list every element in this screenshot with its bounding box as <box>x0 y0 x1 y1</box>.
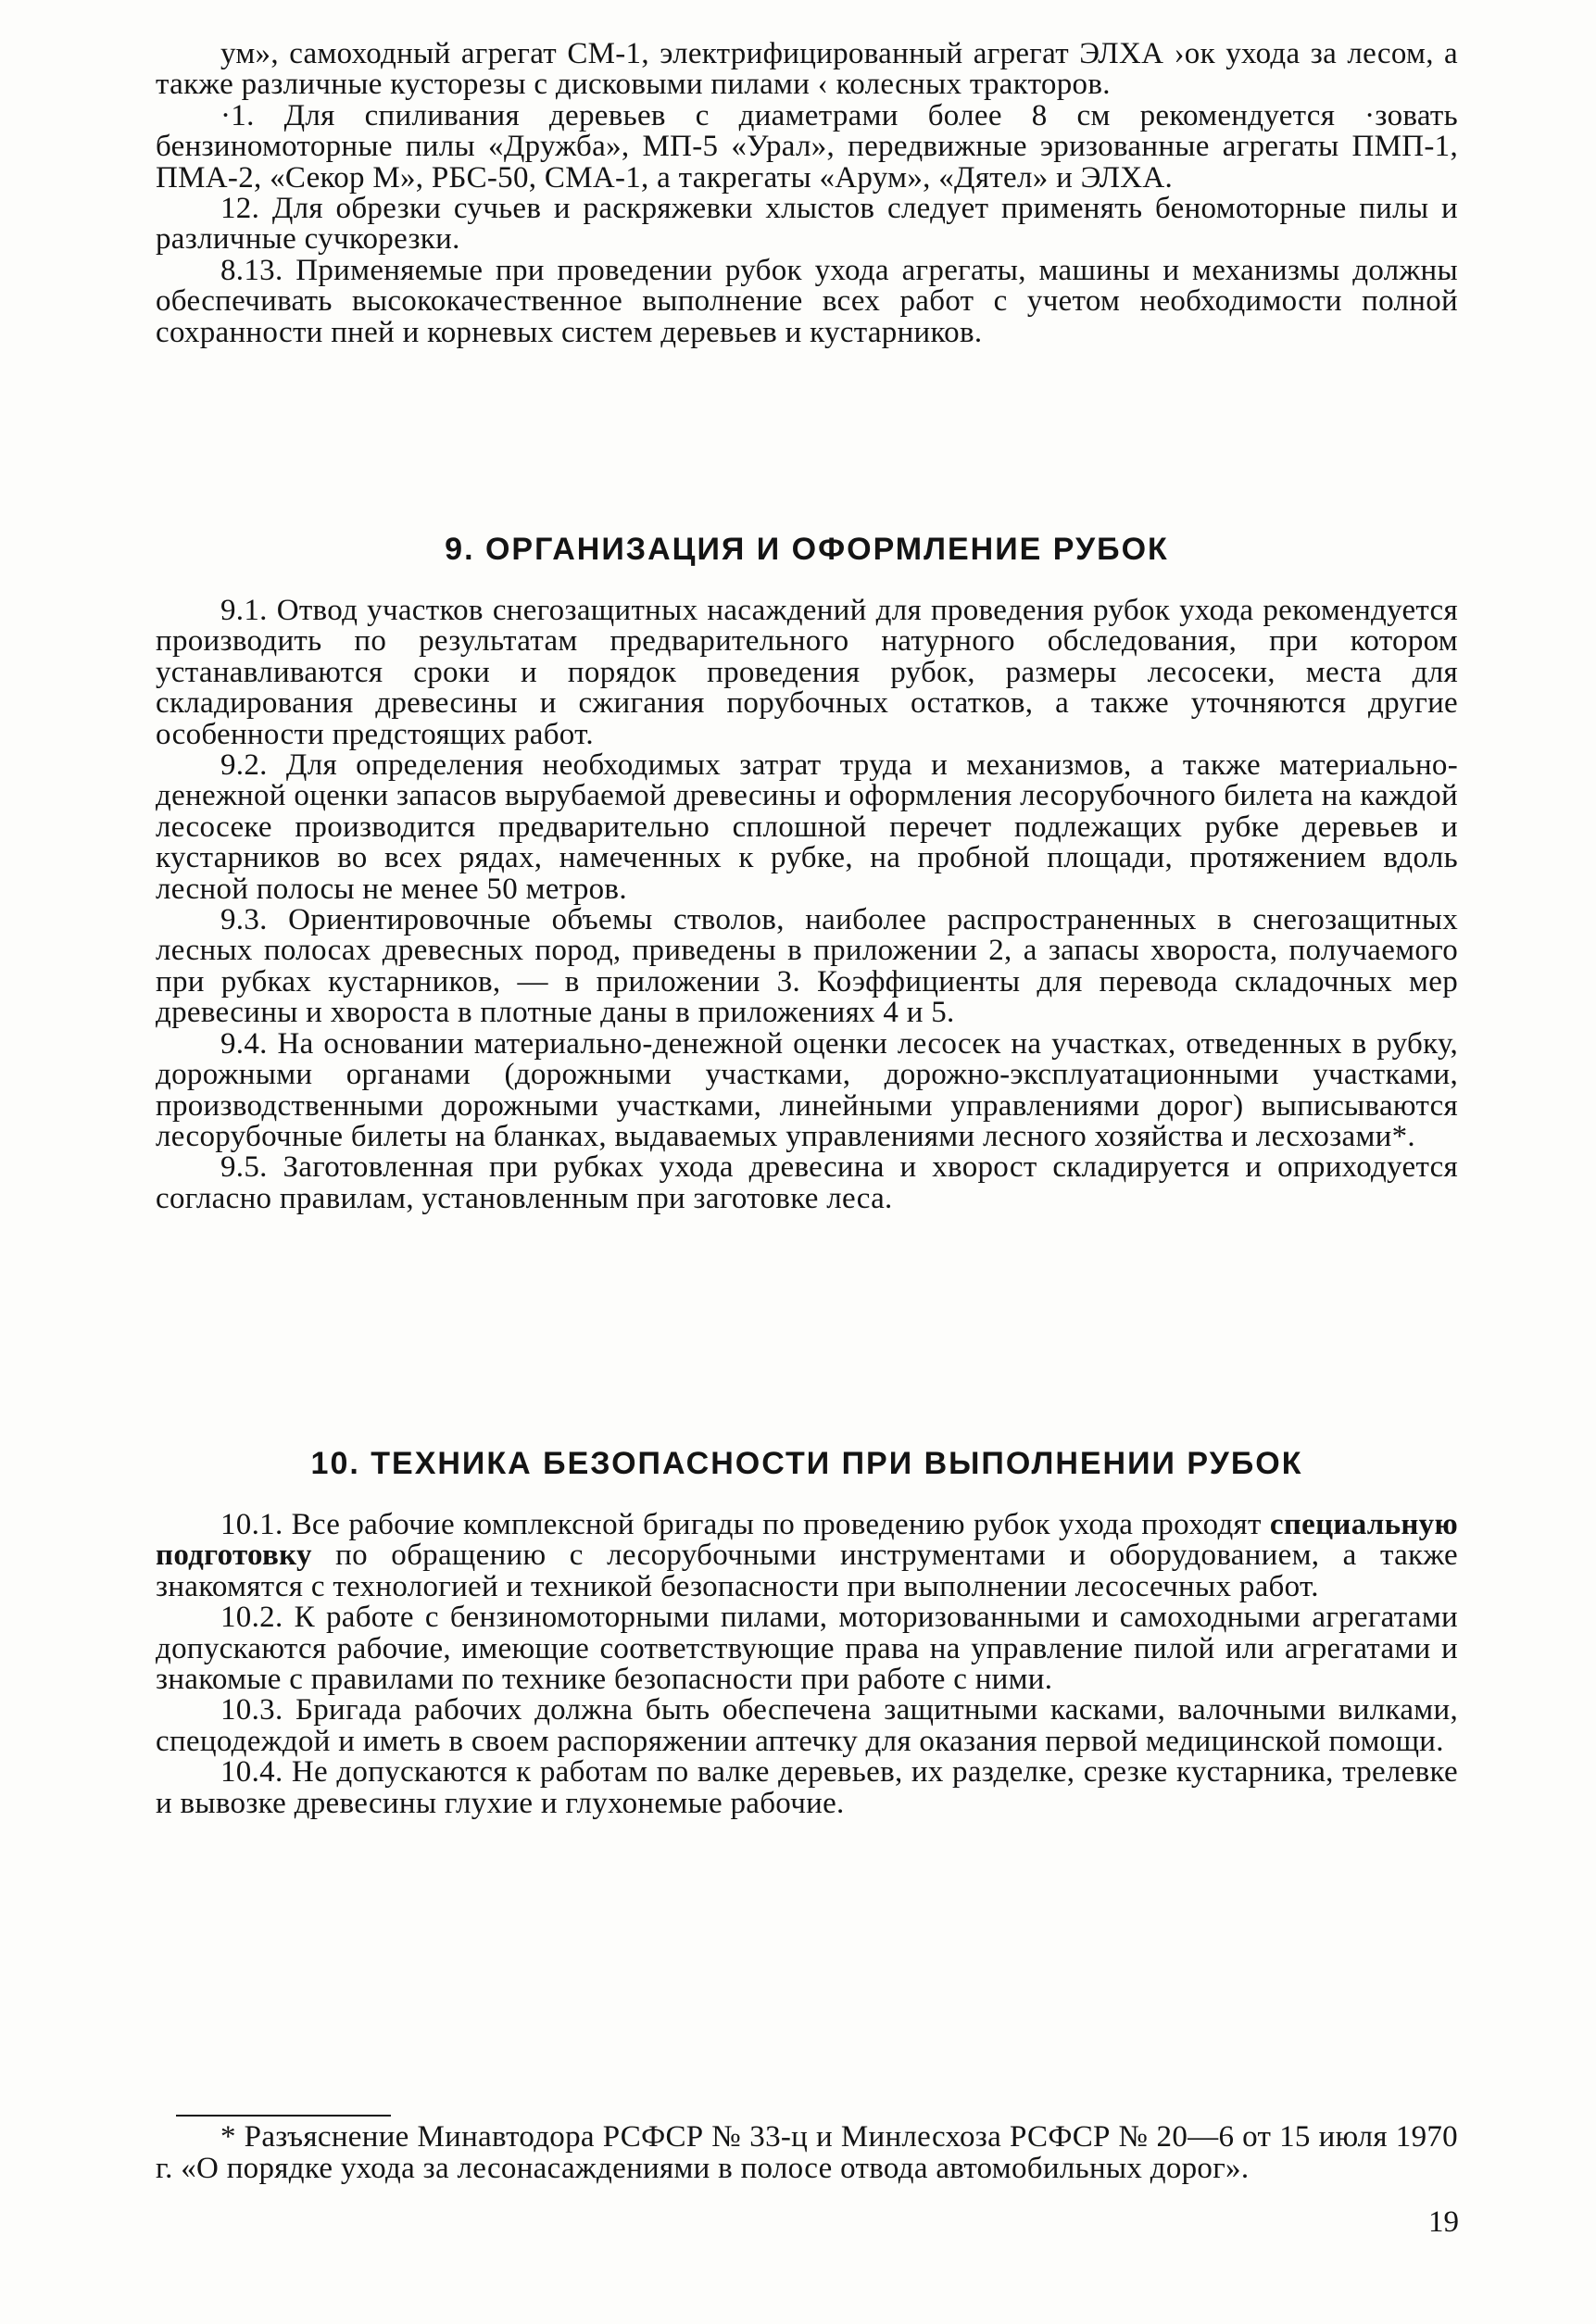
section-10-body <box>156 1510 1458 1819</box>
footnote-divider <box>176 2115 391 2117</box>
paragraph-10-1-emphasis: специальную подготовку <box>156 1508 1458 1573</box>
paragraph-8-12: 12. Для обрезки сучьев и раскряжевки хлыстов следует применять беномоторные пилы и различные сучкорезки. <box>156 192 1458 257</box>
paragraph-10-1 <box>156 1510 1458 1602</box>
paragraph-8-10-tail: ум», самоходный агрегат СМ-1, электрифицированный агрегат ЭЛХА ›ок ухода за лесом, а также различные кусторезы с дисковыми пилами ‹ колесных тракторов. <box>156 37 1458 102</box>
paragraph-8-13: 8.13. Применяемые при проведении рубок ухода агрегаты, машины и механизмы должны обеспечивать высококачественное выполнение всех работ с учетом необходимости полной сохранности пней и корневых систем деревьев и кустарников. <box>156 253 1458 349</box>
paragraph-9-4: 9.4. На основании материально-денежной оценки лесосек на участках, отведенных в рубку, дорожными органами (дорожными участками, дорожно-эксплуатационными участками, производственными дорожными участками, линейными управлениями дорог) выписываются лесорубочные билеты на бланках, выдаваемых управлениями лесного хозяйства и лесхозами*. <box>156 1026 1458 1153</box>
paragraph-10-4: 10.4. Не допускаются к работам по валке деревьев, их разделке, срезке кустарника, трелевке и вывозке древесины глухие и глухонемые рабочие. <box>156 1755 1458 1820</box>
paragraph-10-3: 10.3. Бригада рабочих должна быть обеспечена защитными касками, валочными вилками, спецодеждой и иметь в своем распоряжении аптечку для оказания первой медицинской помощи. <box>156 1693 1458 1758</box>
section-9-heading: 9. ОРГАНИЗАЦИЯ И ОФОРМЛЕНИЕ РУБОК <box>445 532 1169 567</box>
paragraph-9-3: 9.3. Ориентировочные объемы стволов, наиболее распространенных в снегозащитных лесных полосах древесных пород, приведены в приложении 2, а запасы хвороста, получаемого при рубках кустарников, — в приложении 3. Коэффициенты для перевода складочных мер древесины и хвороста в плотные даны в приложениях 4 и 5. <box>156 903 1458 1030</box>
paragraph-9-2: 9.2. Для определения необходимых затрат труда и механизмов, а также материально-денежной оценки запасов вырубаемой древесины и оформления лесорубочного билета на каждой лесосеке производится предварительно сплошной перечет подлежащих рубке деревьев и кустарников во всех рядах, намеченных к рубке, на пробной площади, протяжением вдоль лесной полосы не менее 50 метров. <box>156 748 1458 906</box>
paragraph-9-1: 9.1. Отвод участков снегозащитных насаждений для проведения рубок ухода рекомендуется производить по результатам предварительного натурного обследования, при котором устанавливаются сроки и порядок проведения рубок, размеры лесосеки, места для складирования древесины и сжигания порубочных остатков, а также уточняются другие особенности предстоящих работ. <box>156 594 1458 751</box>
paragraph-10-1-end: по обращению с лесорубочными инструментами и оборудованием, а также знакомятся с технологией и техникой безопасности при выполнении лесосечных работ. <box>156 1539 1458 1603</box>
paragraph-8-11: ·1. Для спиливания деревьев с диаметрами более 8 см рекомендуется ·зовать бензиномоторные пилы «Дружба», МП-5 «Урал», передвижные эризованные агрегаты ПМП-1, ПМА-2, «Секор М», РБС-50, СМА-1, а такрегаты «Арум», «Дятел» и ЭЛХА. <box>156 98 1458 195</box>
paragraph-10-2: 10.2. К работе с бензиномоторными пилами, моторизованными и самоходными агрегатами допускаются рабочие, имеющие соответствующие права на управление пилой или агрегатами и знакомые с правилами по технике безопасности при работе с ними. <box>156 1601 1458 1697</box>
paragraph-10-1-start: 10.1. Все рабочие комплексной бригады по проведению рубок ухода проходят <box>220 1508 1270 1541</box>
footnote <box>156 2122 1458 2185</box>
footnote-text: * Разъяснение Минавтодора РСФСР № 33-ц и Минлесхоза РСФСР № 20—6 от 15 июля 1970 г. «О порядке ухода за лесонасаждениями в полосе отвода автомобильных дорог». <box>156 2120 1458 2185</box>
paragraph-9-5: 9.5. Заготовленная при рубках ухода древесина и хворост складируется и оприходуется согласно правилам, установленным при заготовке леса. <box>156 1150 1458 1215</box>
section-9-body <box>156 596 1458 1214</box>
top-text-block <box>156 39 1458 348</box>
section-10-heading: 10. ТЕХНИКА БЕЗОПАСНОСТИ ПРИ ВЫПОЛНЕНИИ РУБОК <box>310 1446 1303 1481</box>
page-number: 19 <box>1428 2205 1459 2239</box>
